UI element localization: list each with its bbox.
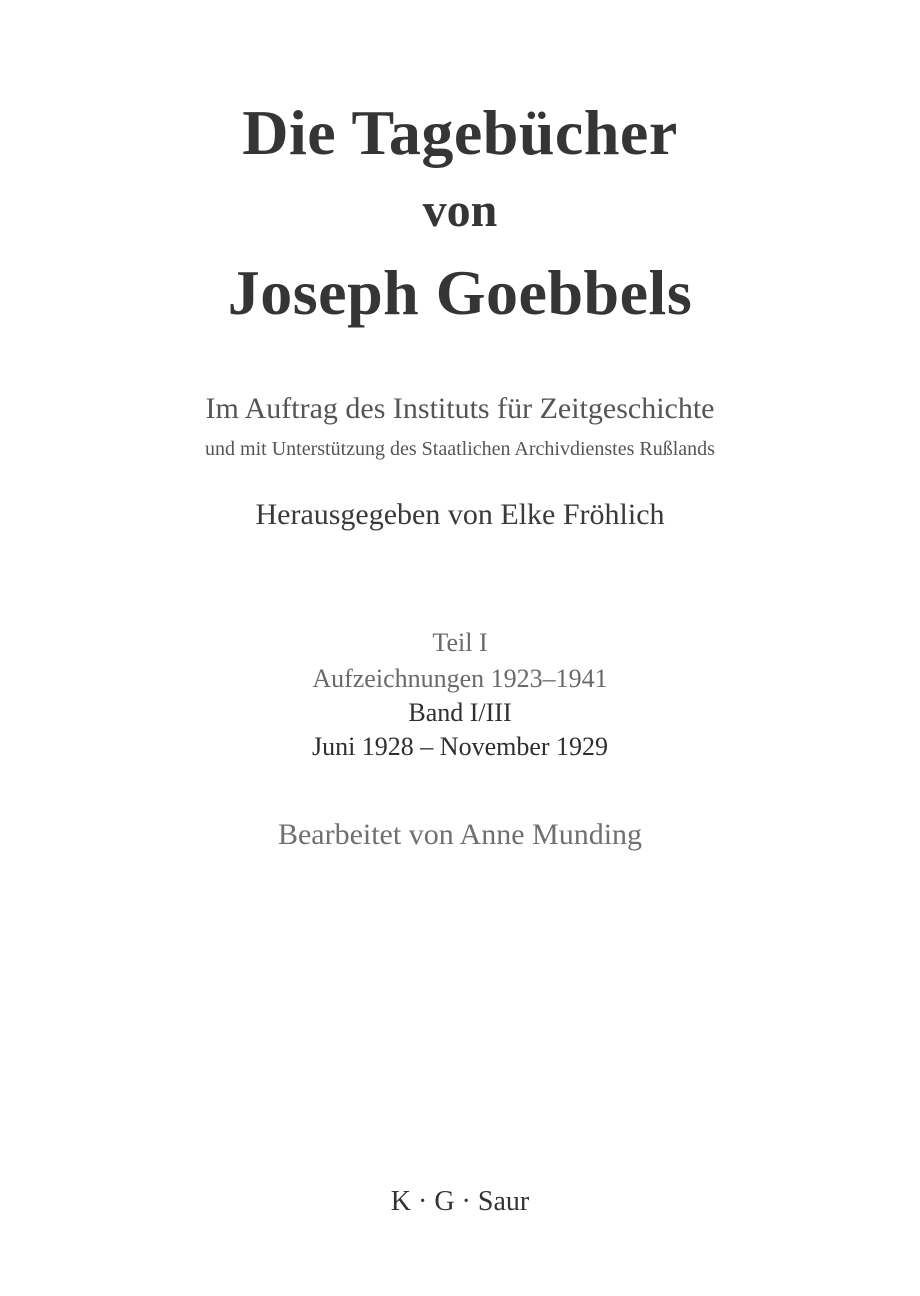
- commission-line-2: und mit Unterstützung des Staatlichen Archivdienstes Rußlands: [205, 438, 715, 460]
- editor-credit: Herausgegeben von Elke Fröhlich: [255, 498, 665, 531]
- book-title: Die Tagebücher: [242, 97, 678, 168]
- volume-band: Band I/III: [408, 698, 512, 727]
- book-title-author: Joseph Goebbels: [227, 257, 693, 328]
- edited-by-credit: Bearbeitet von Anne Munding: [277, 818, 643, 851]
- volume-dates: Juni 1928 – November 1929: [311, 732, 609, 761]
- volume-records: Aufzeichnungen 1923–1941: [312, 664, 608, 693]
- volume-part: Teil I: [432, 628, 488, 657]
- commission-line-1: Im Auftrag des Instituts für Zeitgeschichte: [205, 392, 715, 425]
- book-title-von: von: [422, 184, 498, 237]
- publisher-name: K · G · Saur: [390, 1186, 530, 1217]
